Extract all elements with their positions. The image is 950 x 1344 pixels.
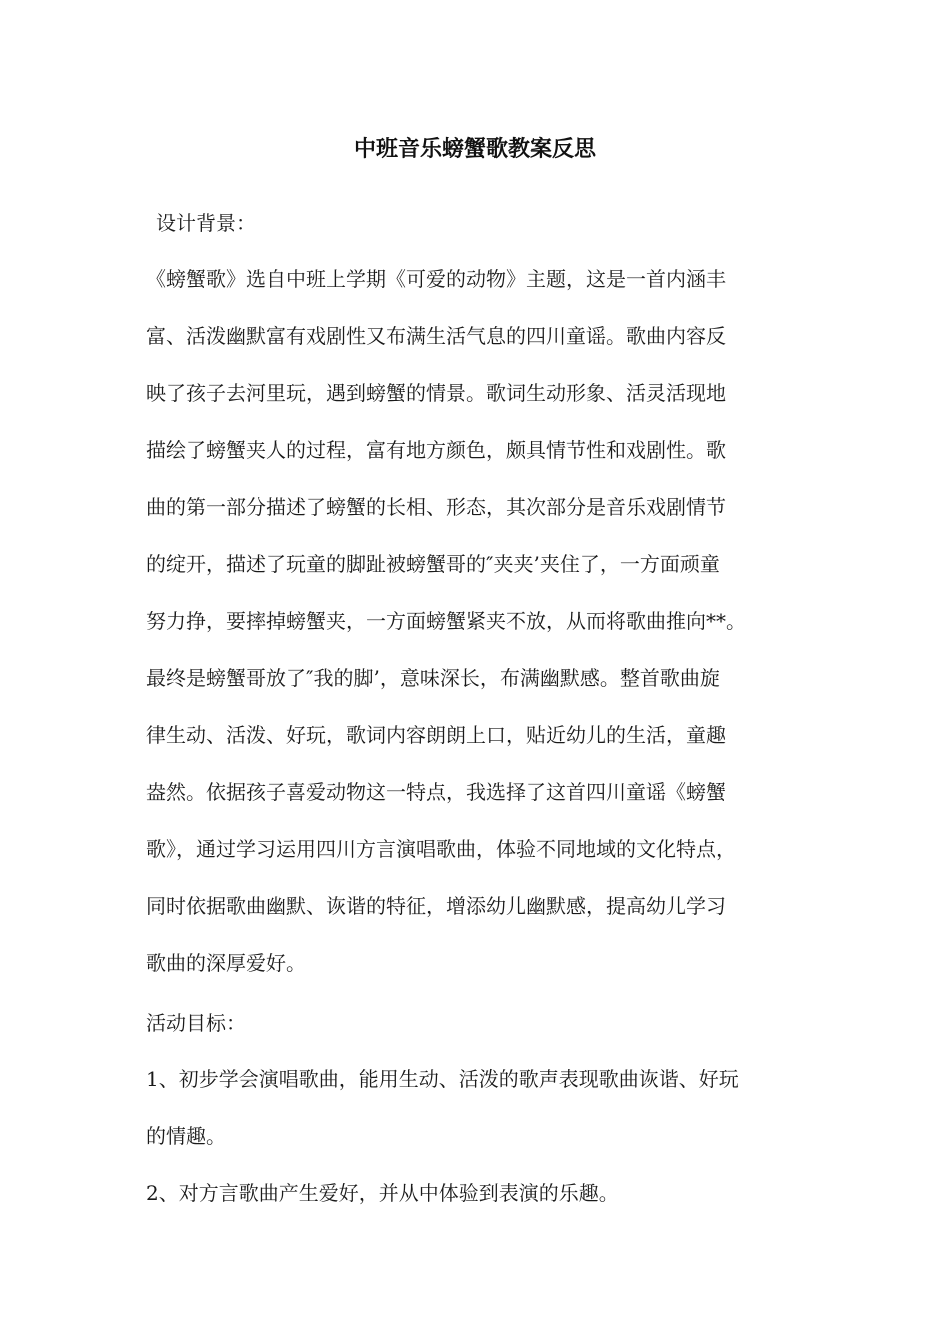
paragraph-line: 的绽开，描述了玩童的脚趾被螃蟹哥的″夹夹’夹住了，一方面顽童: [146, 552, 720, 576]
goal-item-line: 的情趣。: [146, 1124, 226, 1148]
goal-item-line: 2、对方言歌曲产生爱好，并从中体验到表演的乐趣。: [146, 1181, 619, 1205]
paragraph-line: 歌》，通过学习运用四川方言演唱歌曲，体验不同地域的文化特点，: [146, 837, 736, 861]
paragraph-line: 映了孩子去河里玩，遇到螃蟹的情景。歌词生动形象、活灵活现地: [146, 381, 726, 405]
paragraph-line: 富、活泼幽默富有戏剧性又布满生活气息的四川童谣。歌曲内容反: [146, 324, 726, 348]
paragraph-line: 歌曲的深厚爱好。: [146, 951, 306, 975]
document-title: 中班音乐螃蟹歌教案反思: [353, 137, 596, 162]
paragraph-line: 描绘了螃蟹夹人的过程，富有地方颜色，颇具情节性和戏剧性。歌: [146, 438, 726, 462]
paragraph-line: 盎然。依据孩子喜爱动物这一特点，我选择了这首四川童谣《螃蟹: [146, 780, 726, 804]
section-heading-background: 设计背景：: [156, 211, 256, 235]
paragraph-line: 律生动、活泼、好玩，歌词内容朗朗上口，贴近幼儿的生活，童趣: [146, 723, 726, 747]
section-heading-goals: 活动目标：: [146, 1011, 246, 1035]
paragraph-line: 努力挣，要摔掉螃蟹夹，一方面螃蟹紧夹不放，从而将歌曲推向**。: [146, 609, 746, 633]
paragraph-line: 曲的第一部分描述了螃蟹的长相、形态，其次部分是音乐戏剧情节: [146, 495, 726, 519]
paragraph-line: 同时依据歌曲幽默、诙谐的特征，增添幼儿幽默感，提高幼儿学习: [146, 894, 726, 918]
goal-item-line: 1、初步学会演唱歌曲，能用生动、活泼的歌声表现歌曲诙谐、好玩: [146, 1067, 739, 1091]
paragraph-line: 最终是螃蟹哥放了″我的脚’，意味深长，布满幽默感。整首歌曲旋: [146, 666, 720, 690]
paragraph-line: 《螃蟹歌》选自中班上学期《可爱的动物》主题，这是一首内涵丰: [146, 267, 726, 291]
